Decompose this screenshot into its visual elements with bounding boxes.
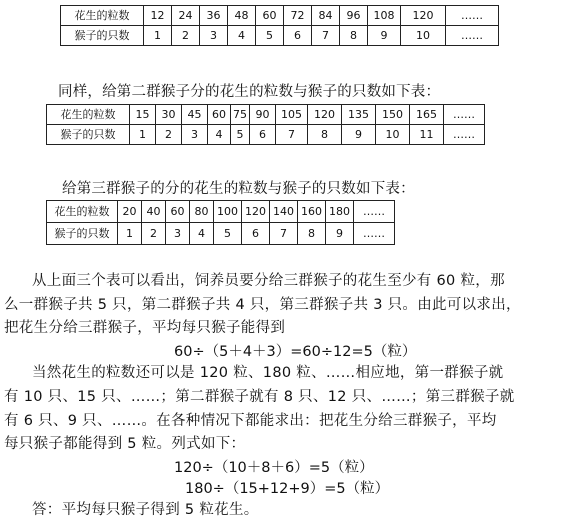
table-cell: 60 bbox=[256, 6, 284, 26]
table-cell: …… bbox=[444, 125, 485, 145]
answer-line: 答：平均每只猴子得到 5 粒花生。 bbox=[32, 502, 259, 518]
table-cell: 108 bbox=[368, 6, 401, 26]
table-cell: 135 bbox=[342, 105, 376, 125]
table-cell: 150 bbox=[376, 105, 410, 125]
table-cell: 2 bbox=[172, 26, 200, 46]
table-cell: 9 bbox=[368, 26, 401, 46]
table-cell: 4 bbox=[190, 223, 214, 245]
table-cell: 60 bbox=[166, 201, 190, 223]
table-cell: 7 bbox=[270, 223, 298, 245]
table-group-2 bbox=[46, 104, 485, 145]
table-caption-3: 给第三群猴子的分的花生的粒数与猴子的只数如下表： bbox=[62, 181, 415, 197]
table-cell: 7 bbox=[276, 125, 308, 145]
table-cell: 猴子的只数 bbox=[61, 26, 144, 46]
table-cell: 105 bbox=[276, 105, 308, 125]
table-cell: 8 bbox=[340, 26, 368, 46]
table-cell: 12 bbox=[144, 6, 172, 26]
table-cell: 120 bbox=[308, 105, 342, 125]
paragraph-line: 把花生分给三群猴子，平均每只猴子能得到 bbox=[4, 320, 286, 336]
table-cell: 40 bbox=[142, 201, 166, 223]
table-cell: 20 bbox=[118, 201, 142, 223]
table-row-peanuts bbox=[61, 6, 499, 26]
table-cell: 11 bbox=[410, 125, 444, 145]
table-cell: 3 bbox=[166, 223, 190, 245]
table-cell: 5 bbox=[231, 125, 250, 145]
table-cell: 8 bbox=[308, 125, 342, 145]
paragraph-line: 每只猴子都能得到 5 粒。列式如下： bbox=[4, 436, 246, 452]
table-cell: 3 bbox=[200, 26, 228, 46]
table-cell: 75 bbox=[231, 105, 250, 125]
table-cell: 8 bbox=[298, 223, 326, 245]
table-cell: 140 bbox=[270, 201, 298, 223]
table-cell: 4 bbox=[228, 26, 256, 46]
table-cell: 6 bbox=[250, 125, 276, 145]
table-cell: 9 bbox=[326, 223, 354, 245]
table-cell: 花生的粒数 bbox=[47, 105, 130, 125]
table-group-1 bbox=[60, 5, 499, 46]
table-cell: …… bbox=[444, 105, 485, 125]
table-cell: 5 bbox=[214, 223, 242, 245]
table-cell: 165 bbox=[410, 105, 444, 125]
table-cell: 4 bbox=[208, 125, 231, 145]
table-row-peanuts bbox=[47, 105, 485, 125]
equation-2: 120÷（10＋8＋6）=5（粒） bbox=[174, 460, 374, 476]
table-cell: 花生的粒数 bbox=[61, 6, 144, 26]
table-cell: 6 bbox=[242, 223, 270, 245]
table-cell: 15 bbox=[130, 105, 156, 125]
table-cell: 84 bbox=[312, 6, 340, 26]
table-cell: 1 bbox=[144, 26, 172, 46]
table-cell: 120 bbox=[242, 201, 270, 223]
table-cell: 6 bbox=[284, 26, 312, 46]
table-cell: 10 bbox=[401, 26, 446, 46]
table-cell: 5 bbox=[256, 26, 284, 46]
equation-3: 180÷（15+12+9）=5（粒） bbox=[185, 481, 390, 497]
table-cell: 花生的粒数 bbox=[47, 201, 118, 223]
table-cell: 160 bbox=[298, 201, 326, 223]
table-cell: 1 bbox=[118, 223, 142, 245]
table-cell: 180 bbox=[326, 201, 354, 223]
table-cell: 36 bbox=[200, 6, 228, 26]
table-cell: 100 bbox=[214, 201, 242, 223]
table-cell: 7 bbox=[312, 26, 340, 46]
table-cell: 60 bbox=[208, 105, 231, 125]
table-cell: 72 bbox=[284, 6, 312, 26]
table-cell: …… bbox=[354, 201, 395, 223]
paragraph-line: 当然花生的粒数还可以是 120 粒、180 粒、……相应地，第一群猴子就 bbox=[32, 365, 504, 381]
table-cell: …… bbox=[446, 26, 499, 46]
table-cell: 45 bbox=[182, 105, 208, 125]
table-cell: 96 bbox=[340, 6, 368, 26]
table-cell: 2 bbox=[142, 223, 166, 245]
paragraph-line: 么一群猴子共 5 只，第二群猴子共 4 只，第三群猴子共 3 只。由此可以求出， bbox=[4, 297, 521, 313]
table-cell: …… bbox=[446, 6, 499, 26]
table-cell: 10 bbox=[376, 125, 410, 145]
table-row-peanuts bbox=[47, 201, 395, 223]
table-cell: 2 bbox=[156, 125, 182, 145]
table-group-3 bbox=[46, 200, 395, 245]
table-cell: 90 bbox=[250, 105, 276, 125]
table-cell: …… bbox=[354, 223, 395, 245]
table-cell: 120 bbox=[401, 6, 446, 26]
table-caption-2: 同样，给第二群猴子分的花生的粒数与猴子的只数如下表： bbox=[58, 84, 441, 100]
table-cell: 80 bbox=[190, 201, 214, 223]
table-row-monkeys bbox=[47, 223, 395, 245]
table-cell: 1 bbox=[130, 125, 156, 145]
paragraph-line: 有 10 只、15 只、……；第二群猴子就有 8 只、12 只、……；第三群猴子就 bbox=[4, 389, 515, 405]
table-cell: 3 bbox=[182, 125, 208, 145]
table-row-monkeys bbox=[61, 26, 499, 46]
table-cell: 猴子的只数 bbox=[47, 125, 130, 145]
equation-1: 60÷（5＋4＋3）=60÷12=5（粒） bbox=[174, 344, 417, 360]
table-cell: 30 bbox=[156, 105, 182, 125]
paragraph-line: 有 6 只、9 只、……。在各种情况下都能求出：把花生分给三群猴子，平均 bbox=[4, 413, 497, 429]
paragraph-line: 从上面三个表可以看出，饲养员要分给三群猴子的花生至少有 60 粒，那 bbox=[32, 273, 505, 289]
table-cell: 猴子的只数 bbox=[47, 223, 118, 245]
table-cell: 9 bbox=[342, 125, 376, 145]
table-row-monkeys bbox=[47, 125, 485, 145]
table-cell: 48 bbox=[228, 6, 256, 26]
table-cell: 24 bbox=[172, 6, 200, 26]
